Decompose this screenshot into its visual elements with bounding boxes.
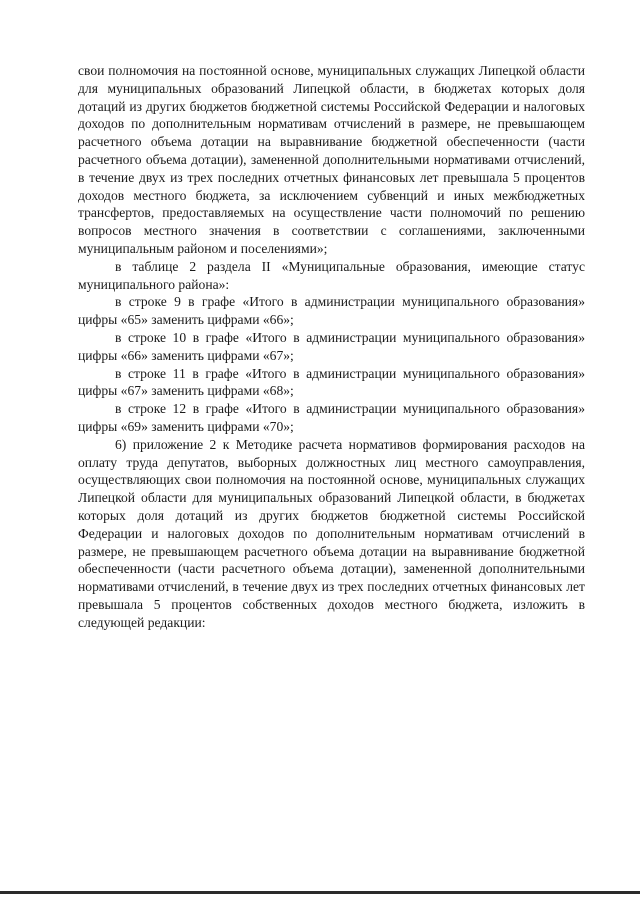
- paragraph-continuation: свои полномочия на постоянной основе, муниципальных служащих Липецкой области для муниципальных образований Липецкой области, в бюджетах которых доля дотаций из других бюджетов бюджетной системы Российской Федерации и налоговых доходов по дополнительным нормативам отчислений в размере, не превышающем расчетного объема дотации на выравнивание бюджетной обеспеченности (части расчетного объема дотации), замененной дополнительными нормативами отчислений, в течение двух из трех последних отчетных финансовых лет превышала 5 процентов доходов местного бюджета, за исключением субвенций и иных межбюджетных трансфертов, предоставляемых на осуществление части полномочий по решению вопросов местного значения в соответствии с соглашениями, заключенными муниципальным районом и поселениями»;: [78, 63, 585, 256]
- page-bottom-edge: [0, 891, 640, 894]
- paragraph-row-11: в строке 11 в графе «Итого в администрации муниципального образования» цифры «67» заменить цифрами «68»;: [78, 365, 585, 399]
- paragraph-row-10: в строке 10 в графе «Итого в администрации муниципального образования» цифры «66» заменить цифрами «67»;: [78, 329, 585, 363]
- paragraph-row-12: в строке 12 в графе «Итого в администрации муниципального образования» цифры «69» заменить цифрами «70»;: [78, 401, 585, 434]
- document-page: [78, 62, 585, 632]
- paragraph-table-2-section-2: в таблице 2 раздела II «Муниципальные образования, имеющие статус муниципального района»:: [78, 258, 585, 292]
- paragraph-appendix-2: 6) приложение 2 к Методике расчета нормативов формирования расходов на оплату труда депутатов, выборных должностных лиц местного самоуправления, осуществляющих свои полномочия на постоянной основе, муниципальных служащих Липецкой области для муниципальных образований Липецкой области, в бюджетах которых доля дотаций из других бюджетов бюджетной системы Российской Федерации и налоговых доходов по дополнительным нормативам отчислений в размере, не превышающем расчетного объема дотации на выравнивание бюджетной обеспеченности (части расчетного объема дотации), замененной дополнительными нормативами отчислений, в течение двух из трех последних отчетных финансовых лет превышала 5 процентов собственных доходов местного бюджета, изложить в следующей редакции:: [78, 436, 585, 630]
- paragraph-row-9: в строке 9 в графе «Итого в администрации муниципального образования» цифры «65» заменить цифрами «66»;: [78, 294, 585, 328]
